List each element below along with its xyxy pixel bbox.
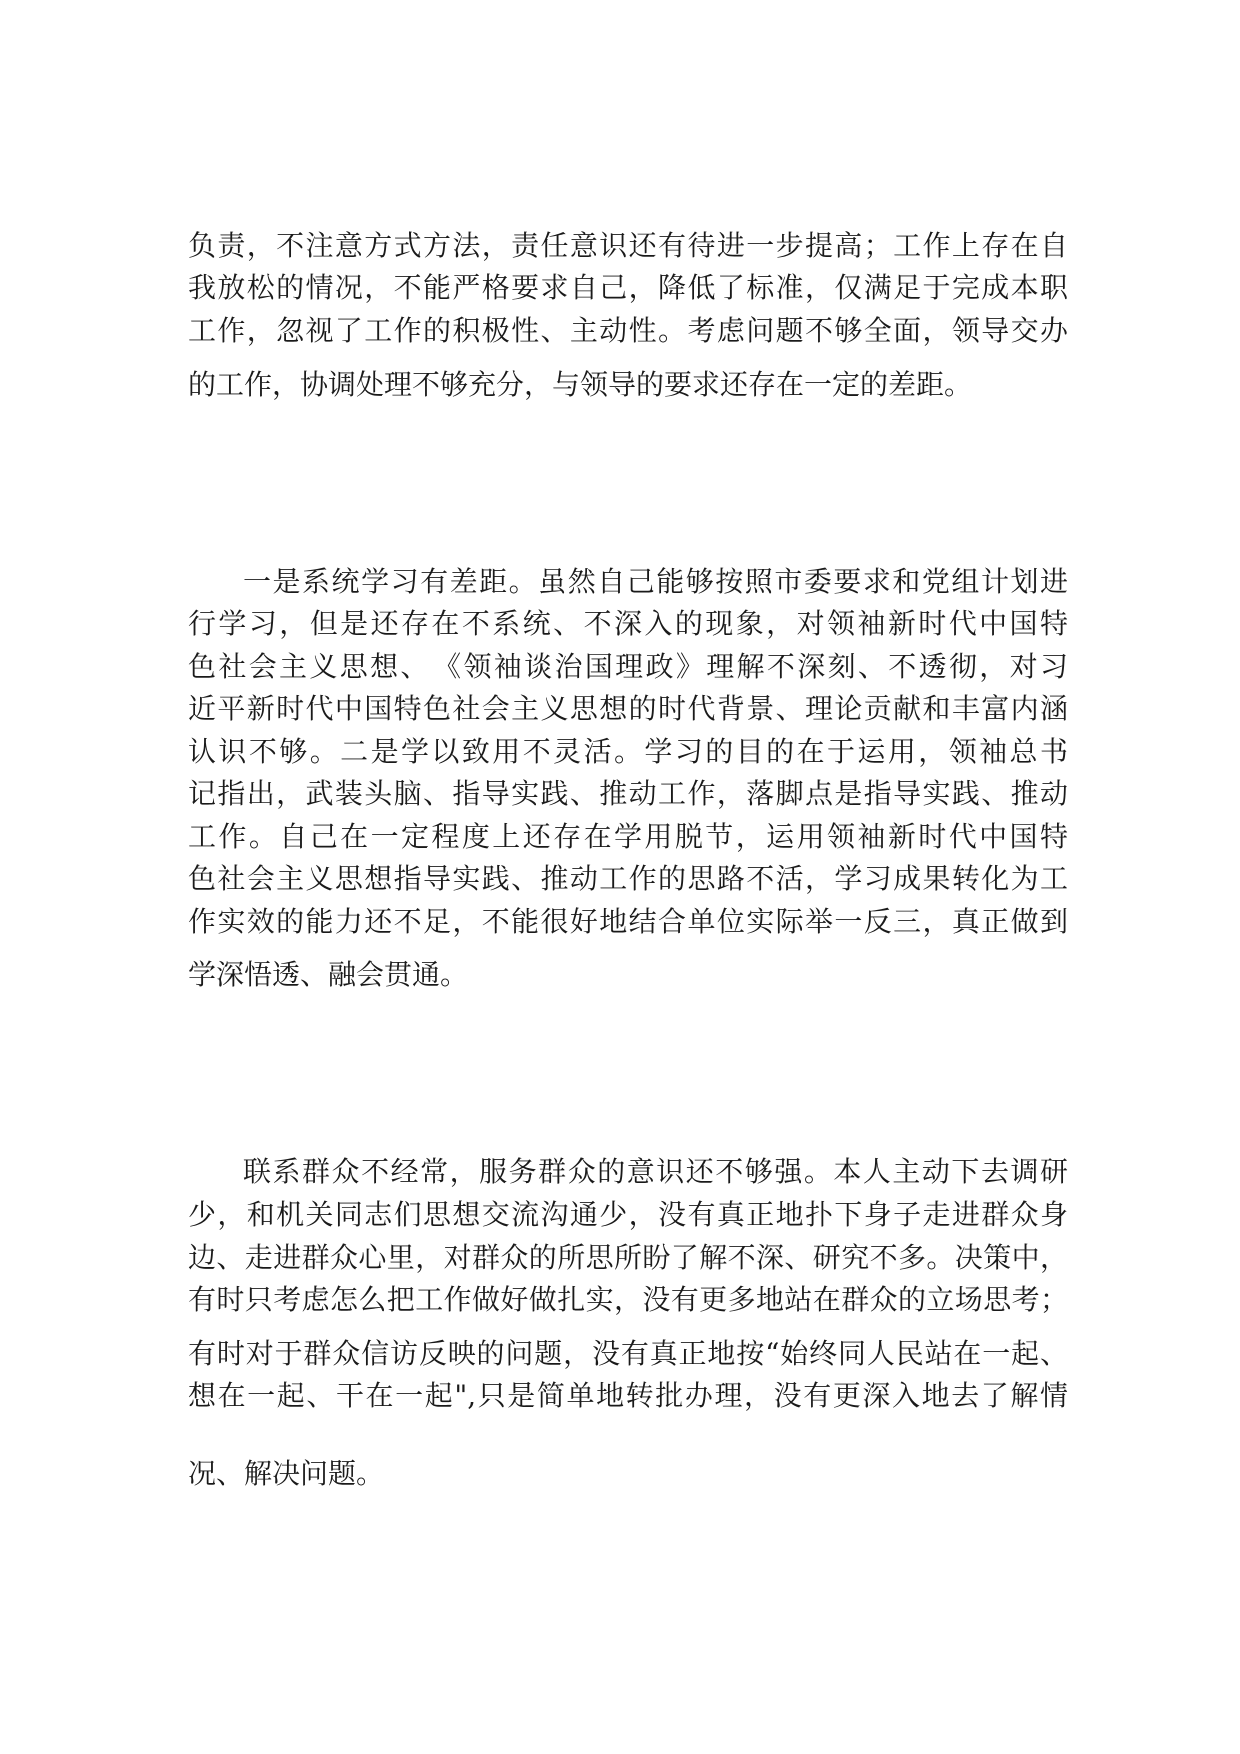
text-line: 工作。自己在一定程度上还存在学用脱节，运用领袖新时代中国特: [188, 820, 1068, 853]
text-line: 联系群众不经常，服务群众的意识还不够强。本人主动下去调研: [243, 1155, 1068, 1188]
text-line: 一是系统学习有差距。虽然自己能够按照市委要求和党组计划进: [243, 565, 1068, 598]
text-line: 少，和机关同志们思想交流沟通少，没有真正地扑下身子走进群众身: [188, 1198, 1068, 1231]
text-line: 学深悟透、融会贯通。: [188, 958, 469, 991]
text-line: 作实效的能力还不足，不能很好地结合单位实际举一反三，真正做到: [188, 905, 1068, 938]
text-line: 工作，忽视了工作的积极性、主动性。考虑问题不够全面，领导交办: [188, 314, 1068, 347]
text-line: 边、走进群众心里，对群众的所思所盼了解不深、研究不多。决策中，: [188, 1241, 1068, 1274]
text-line: 的工作，协调处理不够充分，与领导的要求还存在一定的差距。: [188, 368, 973, 401]
text-line: 行学习，但是还存在不系统、不深入的现象，对领袖新时代中国特: [188, 607, 1068, 640]
text-line: 认识不够。二是学以致用不灵活。学习的目的在于运用，领袖总书: [188, 735, 1068, 768]
text-line: 负责，不注意方式方法，责任意识还有待进一步提高；工作上存在自: [188, 229, 1068, 262]
text-line: 想在一起、干在一起",只是简单地转批办理，没有更深入地去了解情: [188, 1379, 1068, 1412]
text-line: 有时对于群众信访反映的问题，没有真正地按“始终同人民站在一起、: [188, 1337, 1068, 1370]
text-line: 色社会主义思想、 《领袖谈治国理政》理解不深刻、不透彻，对习: [188, 650, 1068, 683]
text-line: 近平新时代中国特色社会主义思想的时代背景、理论贡献和丰富内涵: [188, 692, 1068, 725]
text-line: 况、解决问题。: [188, 1457, 385, 1490]
text-line: 记指出，武装头脑、指导实践、推动工作，落脚点是指导实践、推动: [188, 777, 1068, 810]
text-line: 我放松的情况，不能严格要求自己，降低了标准，仅满足于完成本职: [188, 271, 1068, 304]
text-line: 色社会主义思想指导实践、推动工作的思路不活，学习成果转化为工: [188, 862, 1068, 895]
text-line: 有时只考虑怎么把工作做好做扎实，没有更多地站在群众的立场思考；: [188, 1283, 1068, 1316]
